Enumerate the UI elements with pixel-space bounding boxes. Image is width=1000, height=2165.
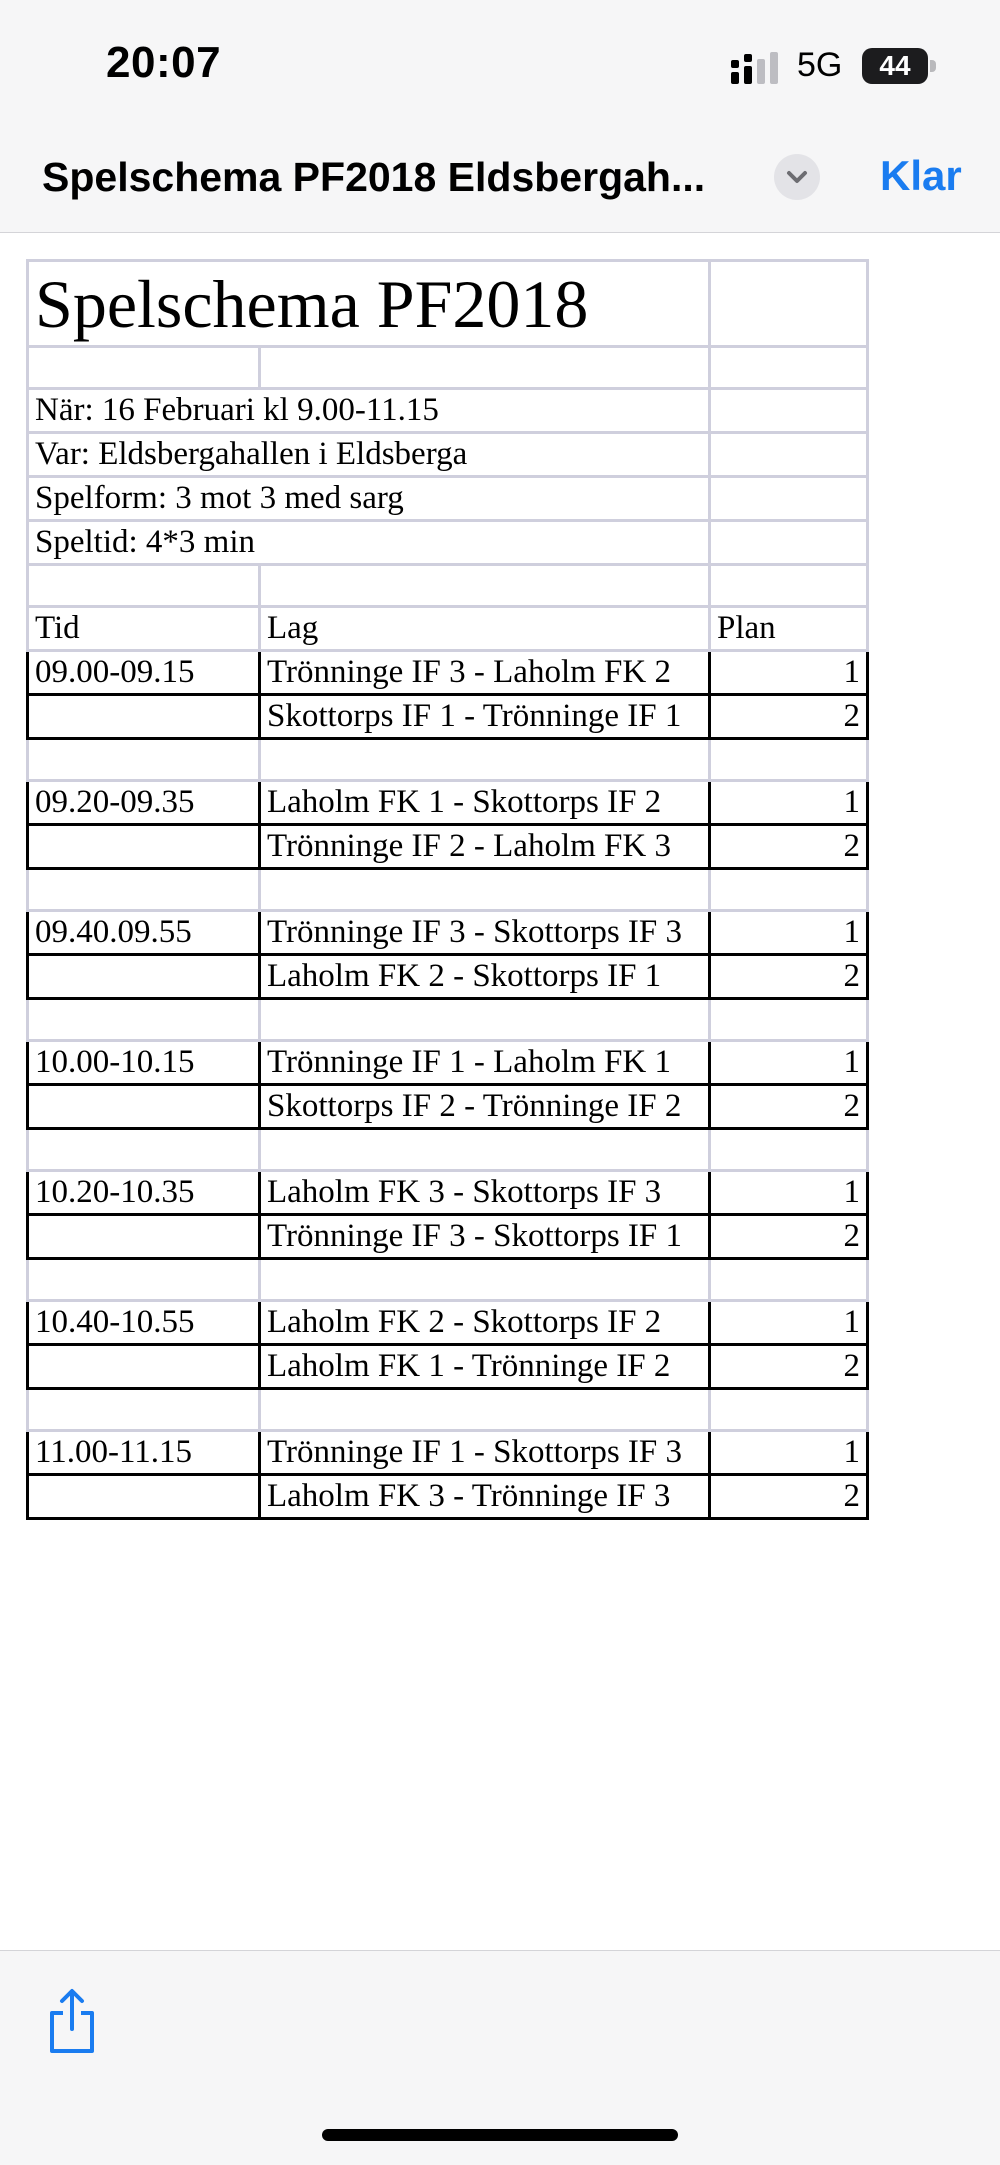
game-teams: Laholm FK 1 - Skottorps IF 2 [260, 781, 710, 825]
slot-time-empty [28, 1215, 260, 1259]
game-row [28, 1041, 868, 1085]
bottom-toolbar [0, 1950, 1000, 2165]
game-teams: Laholm FK 1 - Trönninge IF 2 [260, 1345, 710, 1389]
info-where: Var: Eldsbergahallen i Eldsberga [28, 433, 710, 477]
status-time: 20:07 [106, 38, 222, 87]
game-row [28, 1171, 868, 1215]
game-teams: Laholm FK 2 - Skottorps IF 1 [260, 955, 710, 999]
slot-time-empty [28, 1085, 260, 1129]
slot-time-empty [28, 955, 260, 999]
game-field: 2 [710, 825, 868, 869]
slot-time-empty [28, 825, 260, 869]
game-field: 1 [710, 911, 868, 955]
schedule-sheet [26, 259, 869, 1520]
nav-bar [0, 140, 1000, 233]
slot-time: 09.20-09.35 [28, 781, 260, 825]
title-row [28, 261, 868, 347]
game-teams: Trönninge IF 3 - Skottorps IF 3 [260, 911, 710, 955]
slot-time: 10.40-10.55 [28, 1301, 260, 1345]
game-row [28, 1085, 868, 1129]
home-indicator [322, 2129, 678, 2141]
sheet-title: Spelschema PF2018 [35, 265, 589, 342]
game-teams: Laholm FK 3 - Skottorps IF 3 [260, 1171, 710, 1215]
slot-time: 10.20-10.35 [28, 1171, 260, 1215]
game-field: 1 [710, 1041, 868, 1085]
game-field: 2 [710, 695, 868, 739]
game-teams: Trönninge IF 3 - Laholm FK 2 [260, 651, 710, 695]
slot-time: 10.00-10.15 [28, 1041, 260, 1085]
slot-time-empty [28, 1345, 260, 1389]
game-row [28, 1345, 868, 1389]
battery-icon: 44 [862, 48, 928, 84]
blank-row [28, 999, 868, 1041]
header-time: Tid [28, 607, 260, 651]
game-field: 1 [710, 1171, 868, 1215]
blank-row [28, 1389, 868, 1431]
game-teams: Trönninge IF 3 - Skottorps IF 1 [260, 1215, 710, 1259]
slot-time: 11.00-11.15 [28, 1431, 260, 1475]
blank-row [28, 1259, 868, 1301]
game-field: 2 [710, 1345, 868, 1389]
battery-cap [930, 60, 936, 72]
slot-time-empty [28, 695, 260, 739]
done-button[interactable]: Klar [880, 152, 962, 199]
game-field: 2 [710, 1475, 868, 1519]
game-teams: Skottorps IF 2 - Trönninge IF 2 [260, 1085, 710, 1129]
info-row [28, 477, 868, 521]
game-field: 2 [710, 955, 868, 999]
share-button[interactable] [44, 1987, 100, 2057]
info-time: Speltid: 4*3 min [28, 521, 710, 565]
blank-row [28, 869, 868, 911]
game-row [28, 911, 868, 955]
game-row [28, 1475, 868, 1519]
blank-row [28, 739, 868, 781]
game-field: 1 [710, 651, 868, 695]
blank-row [28, 565, 868, 607]
header-teams: Lag [260, 607, 710, 651]
game-row [28, 1301, 868, 1345]
blank-row [28, 1129, 868, 1171]
info-row [28, 389, 868, 433]
share-icon [44, 1987, 100, 2057]
cellular-signal-icon [731, 52, 781, 84]
game-row [28, 955, 868, 999]
slot-time: 09.40.09.55 [28, 911, 260, 955]
game-teams: Trönninge IF 1 - Laholm FK 1 [260, 1041, 710, 1085]
game-teams: Skottorps IF 1 - Trönninge IF 1 [260, 695, 710, 739]
game-row [28, 1431, 868, 1475]
slot-time-empty [28, 1475, 260, 1519]
game-field: 2 [710, 1215, 868, 1259]
document-title[interactable]: Spelschema PF2018 Eldsbergah... [42, 154, 706, 200]
game-teams: Trönninge IF 2 - Laholm FK 3 [260, 825, 710, 869]
game-row [28, 781, 868, 825]
network-type: 5G [797, 46, 843, 84]
info-row [28, 433, 868, 477]
header-row [28, 607, 868, 651]
info-when: När: 16 Februari kl 9.00-11.15 [28, 389, 710, 433]
game-row [28, 1215, 868, 1259]
chevron-down-icon [774, 154, 820, 200]
header-field: Plan [710, 607, 868, 651]
slot-time: 09.00-09.15 [28, 651, 260, 695]
game-row [28, 825, 868, 869]
info-format: Spelform: 3 mot 3 med sarg [28, 477, 710, 521]
game-teams: Trönninge IF 1 - Skottorps IF 3 [260, 1431, 710, 1475]
status-bar [0, 0, 1000, 140]
blank-row [28, 347, 868, 389]
game-teams: Laholm FK 2 - Skottorps IF 2 [260, 1301, 710, 1345]
title-menu-button[interactable] [774, 154, 820, 200]
game-row [28, 695, 868, 739]
game-field: 1 [710, 1301, 868, 1345]
game-teams: Laholm FK 3 - Trönninge IF 3 [260, 1475, 710, 1519]
game-field: 1 [710, 781, 868, 825]
game-row [28, 651, 868, 695]
game-field: 2 [710, 1085, 868, 1129]
game-field: 1 [710, 1431, 868, 1475]
info-row [28, 521, 868, 565]
